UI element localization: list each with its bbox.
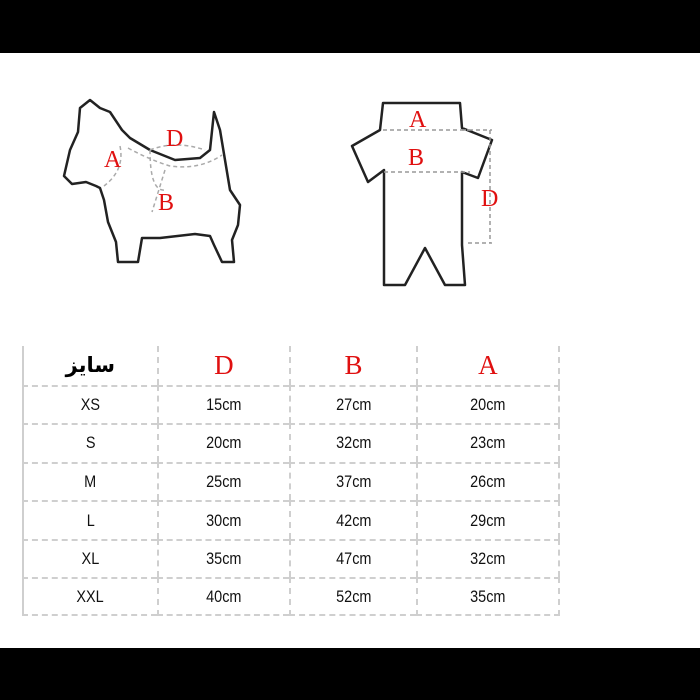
d-cell: 25cm xyxy=(206,471,242,491)
a-cell: 23cm xyxy=(470,433,506,453)
size-cell: S xyxy=(85,433,96,453)
a-cell: 32cm xyxy=(470,549,506,569)
b-cell: 52cm xyxy=(335,586,372,606)
header-b: B xyxy=(344,349,363,380)
size-cell: M xyxy=(84,471,97,491)
b-cell: 37cm xyxy=(335,471,372,491)
size-cell: XS xyxy=(80,394,100,414)
size-cell: L xyxy=(86,510,95,530)
d-cell: 15cm xyxy=(206,394,242,414)
table-row xyxy=(22,423,560,462)
table-row xyxy=(22,500,560,539)
table-row xyxy=(22,577,560,616)
b-cell: 47cm xyxy=(335,549,372,569)
dog-outline xyxy=(64,100,240,262)
d-cell: 40cm xyxy=(206,586,242,606)
table-row xyxy=(22,462,560,501)
garment-label-b: B xyxy=(408,145,425,171)
bottom-black-bar xyxy=(0,648,700,700)
dog-label-d: D xyxy=(166,126,184,152)
a-cell: 20cm xyxy=(470,394,506,414)
dog-label-b: B xyxy=(158,190,175,216)
d-cell: 35cm xyxy=(206,549,242,569)
a-cell: 35cm xyxy=(470,586,506,606)
garment-label-a: A xyxy=(409,107,427,133)
d-cell: 30cm xyxy=(206,510,242,530)
size-chart-table xyxy=(22,346,560,616)
b-cell: 42cm xyxy=(335,510,372,530)
a-cell: 29cm xyxy=(470,510,506,530)
measurement-diagram xyxy=(0,53,700,353)
table-row xyxy=(22,385,560,424)
table-row xyxy=(22,539,560,578)
b-cell: 32cm xyxy=(335,433,372,453)
size-cell: XL xyxy=(81,549,100,569)
b-cell: 27cm xyxy=(335,394,372,414)
top-black-bar xyxy=(0,0,700,53)
d-cell: 20cm xyxy=(206,433,242,453)
dog-label-a: A xyxy=(104,147,122,173)
size-cell: XXL xyxy=(76,586,104,606)
header-d: D xyxy=(214,349,234,380)
size-header: سایز xyxy=(65,353,116,378)
header-a: A xyxy=(478,349,498,380)
garment-label-d: D xyxy=(481,186,499,212)
table-header-row xyxy=(22,346,560,385)
a-cell: 26cm xyxy=(470,471,506,491)
garment-measure-lines xyxy=(383,130,492,243)
